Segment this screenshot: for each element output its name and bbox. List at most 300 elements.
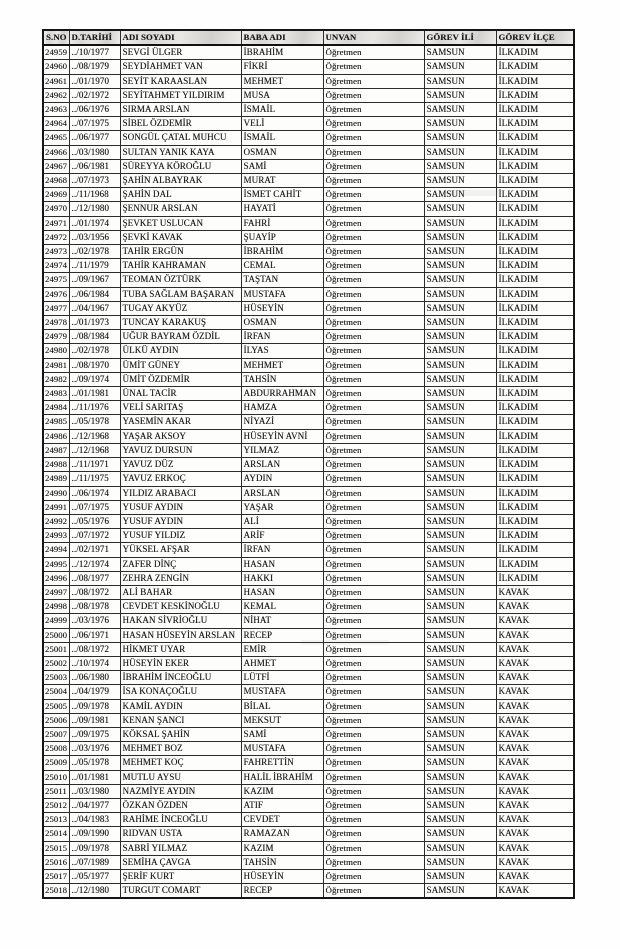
cell-sno: 24971: [43, 216, 69, 230]
cell-birth: ../04/1983: [69, 813, 120, 827]
table-row: [43, 330, 574, 344]
cell-sno: 25008: [43, 742, 69, 756]
cell-name: HAKAN SİVRİOĞLU: [120, 614, 241, 628]
cell-dist: KAVAK: [496, 600, 574, 614]
cell-prov: SAMSUN: [424, 60, 496, 74]
cell-name: TEOMAN ÖZTÜRK: [120, 273, 241, 287]
cell-name: UĞUR BAYRAM ÖZDİL: [120, 330, 241, 344]
cell-sno: 24961: [43, 74, 69, 88]
cell-sno: 24994: [43, 543, 69, 557]
cell-prov: SAMSUN: [424, 103, 496, 117]
cell-title: Öğretmen: [323, 358, 424, 372]
cell-name: RIDVAN USTA: [120, 827, 241, 841]
cell-prov: SAMSUN: [424, 230, 496, 244]
cell-title: Öğretmen: [323, 827, 424, 841]
cell-sno: 25018: [43, 884, 69, 899]
cell-father: TAŞTAN: [241, 273, 323, 287]
cell-sno: 24974: [43, 259, 69, 273]
cell-dist: KAVAK: [496, 784, 574, 798]
cell-title: Öğretmen: [323, 642, 424, 656]
cell-dist: KAVAK: [496, 585, 574, 599]
personnel-roster-table: [42, 29, 575, 899]
column-header-dist: GÖREV İLÇE: [496, 30, 574, 45]
cell-title: Öğretmen: [323, 770, 424, 784]
cell-dist: KAVAK: [496, 713, 574, 727]
cell-birth: ../02/1978: [69, 245, 120, 259]
cell-dist: İLKADIM: [496, 458, 574, 472]
table-row: [43, 727, 574, 741]
cell-name: YUSUF AYDIN: [120, 514, 241, 528]
cell-dist: İLKADIM: [496, 103, 574, 117]
cell-dist: İLKADIM: [496, 159, 574, 173]
cell-name: SABRİ YILMAZ: [120, 841, 241, 855]
cell-prov: SAMSUN: [424, 74, 496, 88]
cell-title: Öğretmen: [323, 500, 424, 514]
cell-name: TAHİR KAHRAMAN: [120, 259, 241, 273]
cell-name: HASAN HÜSEYİN ARSLAN: [120, 628, 241, 642]
cell-birth: ../04/1979: [69, 685, 120, 699]
cell-name: SİBEL ÖZDEMİR: [120, 117, 241, 131]
cell-title: Öğretmen: [323, 742, 424, 756]
cell-prov: SAMSUN: [424, 117, 496, 131]
cell-dist: KAVAK: [496, 869, 574, 883]
cell-name: ALİ BAHAR: [120, 585, 241, 599]
cell-father: HASAN: [241, 585, 323, 599]
cell-name: TUBA SAĞLAM BAŞARAN: [120, 287, 241, 301]
cell-father: SAMİ: [241, 159, 323, 173]
cell-dist: İLKADIM: [496, 571, 574, 585]
table-row: [43, 713, 574, 727]
cell-title: Öğretmen: [323, 600, 424, 614]
cell-prov: SAMSUN: [424, 245, 496, 259]
cell-sno: 24975: [43, 273, 69, 287]
cell-dist: KAVAK: [496, 727, 574, 741]
cell-father: BİLAL: [241, 699, 323, 713]
cell-prov: SAMSUN: [424, 614, 496, 628]
cell-birth: ../08/1972: [69, 585, 120, 599]
cell-title: Öğretmen: [323, 415, 424, 429]
cell-prov: SAMSUN: [424, 500, 496, 514]
cell-dist: İLKADIM: [496, 131, 574, 145]
cell-name: TUNCAY KARAKUŞ: [120, 316, 241, 330]
cell-title: Öğretmen: [323, 841, 424, 855]
cell-name: HÜSEYİN EKER: [120, 656, 241, 670]
cell-birth: ../05/1976: [69, 514, 120, 528]
table-row: [43, 259, 574, 273]
cell-prov: SAMSUN: [424, 571, 496, 585]
cell-prov: SAMSUN: [424, 401, 496, 415]
cell-father: HAYATİ: [241, 202, 323, 216]
cell-sno: 24966: [43, 145, 69, 159]
cell-sno: 24964: [43, 117, 69, 131]
cell-birth: ../07/1989: [69, 855, 120, 869]
table-row: [43, 216, 574, 230]
cell-prov: SAMSUN: [424, 685, 496, 699]
cell-dist: KAVAK: [496, 855, 574, 869]
cell-title: Öğretmen: [323, 813, 424, 827]
cell-father: ALİ: [241, 514, 323, 528]
cell-name: VELİ SARITAŞ: [120, 401, 241, 415]
cell-name: ŞAHİN ALBAYRAK: [120, 174, 241, 188]
cell-father: HÜSEYİN AVNİ: [241, 429, 323, 443]
cell-sno: 24967: [43, 159, 69, 173]
table-row: [43, 88, 574, 102]
cell-title: Öğretmen: [323, 301, 424, 315]
cell-birth: ../07/1972: [69, 529, 120, 543]
column-header-birth: D.TARİHİ: [69, 30, 120, 45]
table-row: [43, 245, 574, 259]
cell-father: YAŞAR: [241, 500, 323, 514]
table-row: [43, 202, 574, 216]
cell-father: ŞUAYİP: [241, 230, 323, 244]
cell-father: NİYAZİ: [241, 415, 323, 429]
cell-father: HÜSEYİN: [241, 869, 323, 883]
cell-prov: SAMSUN: [424, 344, 496, 358]
cell-dist: İLKADIM: [496, 557, 574, 571]
cell-name: MEHMET BOZ: [120, 742, 241, 756]
table-row: [43, 486, 574, 500]
cell-father: MEKSUT: [241, 713, 323, 727]
cell-title: Öğretmen: [323, 798, 424, 812]
cell-name: TUGAY AKYÜZ: [120, 301, 241, 315]
cell-sno: 24965: [43, 131, 69, 145]
cell-birth: ../12/1968: [69, 429, 120, 443]
cell-dist: İLKADIM: [496, 401, 574, 415]
cell-title: Öğretmen: [323, 344, 424, 358]
cell-birth: ../09/1978: [69, 699, 120, 713]
cell-name: YAVUZ DURSUN: [120, 443, 241, 457]
table-row: [43, 699, 574, 713]
cell-father: KAZIM: [241, 841, 323, 855]
cell-birth: ../05/1978: [69, 415, 120, 429]
table-row: [43, 117, 574, 131]
cell-birth: ../07/1975: [69, 117, 120, 131]
cell-father: OSMAN: [241, 145, 323, 159]
cell-father: FİKRİ: [241, 60, 323, 74]
cell-birth: ../06/1977: [69, 131, 120, 145]
cell-title: Öğretmen: [323, 188, 424, 202]
cell-father: ABDURRAHMAN: [241, 387, 323, 401]
cell-prov: SAMSUN: [424, 330, 496, 344]
table-row: [43, 841, 574, 855]
cell-dist: İLKADIM: [496, 543, 574, 557]
table-row: [43, 60, 574, 74]
cell-name: KÖKSAL ŞAHİN: [120, 727, 241, 741]
cell-father: İSMET CAHİT: [241, 188, 323, 202]
cell-prov: SAMSUN: [424, 855, 496, 869]
cell-title: Öğretmen: [323, 571, 424, 585]
cell-father: ARSLAN: [241, 486, 323, 500]
cell-name: MEHMET KOÇ: [120, 756, 241, 770]
table-row: [43, 273, 574, 287]
cell-name: SEYDİAHMET VAN: [120, 60, 241, 74]
cell-name: SÜREYYA KÖROĞLU: [120, 159, 241, 173]
table-row: [43, 458, 574, 472]
cell-prov: SAMSUN: [424, 358, 496, 372]
cell-birth: ../01/1981: [69, 387, 120, 401]
cell-father: RAMAZAN: [241, 827, 323, 841]
cell-prov: SAMSUN: [424, 259, 496, 273]
cell-prov: SAMSUN: [424, 600, 496, 614]
cell-dist: İLKADIM: [496, 216, 574, 230]
cell-prov: SAMSUN: [424, 798, 496, 812]
cell-title: Öğretmen: [323, 727, 424, 741]
cell-name: SEVGİ ÜLGER: [120, 45, 241, 60]
cell-birth: ../06/1974: [69, 486, 120, 500]
cell-name: MUTLU AYSU: [120, 770, 241, 784]
cell-dist: İLKADIM: [496, 245, 574, 259]
cell-sno: 24963: [43, 103, 69, 117]
cell-name: ÜMİT ÖZDEMİR: [120, 372, 241, 386]
cell-title: Öğretmen: [323, 131, 424, 145]
cell-name: KAMİL AYDIN: [120, 699, 241, 713]
cell-dist: KAVAK: [496, 756, 574, 770]
cell-dist: KAVAK: [496, 699, 574, 713]
table-row: [43, 287, 574, 301]
cell-prov: SAMSUN: [424, 884, 496, 899]
cell-title: Öğretmen: [323, 443, 424, 457]
table-row: [43, 529, 574, 543]
cell-dist: İLKADIM: [496, 330, 574, 344]
cell-prov: SAMSUN: [424, 188, 496, 202]
cell-title: Öğretmen: [323, 202, 424, 216]
cell-dist: KAVAK: [496, 742, 574, 756]
cell-sno: 24981: [43, 358, 69, 372]
cell-father: CEMAL: [241, 259, 323, 273]
cell-sno: 24973: [43, 245, 69, 259]
cell-dist: İLKADIM: [496, 514, 574, 528]
cell-title: Öğretmen: [323, 372, 424, 386]
table-row: [43, 74, 574, 88]
cell-title: Öğretmen: [323, 60, 424, 74]
cell-title: Öğretmen: [323, 45, 424, 60]
cell-birth: ../01/1973: [69, 316, 120, 330]
cell-title: Öğretmen: [323, 557, 424, 571]
table-row: [43, 770, 574, 784]
cell-sno: 24984: [43, 401, 69, 415]
cell-father: İRFAN: [241, 330, 323, 344]
cell-father: İBRAHİM: [241, 245, 323, 259]
table-row: [43, 869, 574, 883]
cell-birth: ../10/1974: [69, 656, 120, 670]
cell-birth: ../05/1977: [69, 869, 120, 883]
cell-prov: SAMSUN: [424, 316, 496, 330]
cell-dist: İLKADIM: [496, 230, 574, 244]
cell-dist: İLKADIM: [496, 316, 574, 330]
cell-father: NİHAT: [241, 614, 323, 628]
cell-father: HAKKI: [241, 571, 323, 585]
table-row: [43, 103, 574, 117]
cell-sno: 25013: [43, 813, 69, 827]
cell-prov: SAMSUN: [424, 585, 496, 599]
cell-dist: İLKADIM: [496, 387, 574, 401]
cell-dist: İLKADIM: [496, 429, 574, 443]
cell-birth: ../06/1981: [69, 159, 120, 173]
cell-name: ŞAHİN DAL: [120, 188, 241, 202]
cell-prov: SAMSUN: [424, 841, 496, 855]
cell-title: Öğretmen: [323, 671, 424, 685]
cell-birth: ../03/1956: [69, 230, 120, 244]
cell-dist: KAVAK: [496, 671, 574, 685]
cell-birth: ../07/1973: [69, 174, 120, 188]
cell-birth: ../12/1980: [69, 884, 120, 899]
cell-sno: 25011: [43, 784, 69, 798]
cell-dist: İLKADIM: [496, 301, 574, 315]
cell-birth: ../04/1967: [69, 301, 120, 315]
cell-prov: SAMSUN: [424, 472, 496, 486]
cell-prov: SAMSUN: [424, 458, 496, 472]
column-header-father: BABA ADI: [241, 30, 323, 45]
cell-dist: KAVAK: [496, 656, 574, 670]
cell-title: Öğretmen: [323, 429, 424, 443]
cell-dist: KAVAK: [496, 798, 574, 812]
table-row: [43, 742, 574, 756]
cell-name: KENAN ŞANCI: [120, 713, 241, 727]
table-row: [43, 316, 574, 330]
cell-birth: ../04/1977: [69, 798, 120, 812]
cell-birth: ../03/1976: [69, 742, 120, 756]
table-row: [43, 159, 574, 173]
cell-father: OSMAN: [241, 316, 323, 330]
cell-title: Öğretmen: [323, 159, 424, 173]
cell-father: AYDIN: [241, 472, 323, 486]
cell-name: İSA KONAÇOĞLU: [120, 685, 241, 699]
cell-birth: ../09/1981: [69, 713, 120, 727]
cell-father: İRFAN: [241, 543, 323, 557]
cell-name: YASEMİN AKAR: [120, 415, 241, 429]
cell-title: Öğretmen: [323, 316, 424, 330]
cell-sno: 24960: [43, 60, 69, 74]
cell-name: YÜKSEL AFŞAR: [120, 543, 241, 557]
cell-dist: İLKADIM: [496, 358, 574, 372]
cell-birth: ../09/1975: [69, 727, 120, 741]
cell-father: RECEP: [241, 628, 323, 642]
table-row: [43, 45, 574, 60]
cell-title: Öğretmen: [323, 103, 424, 117]
table-row: [43, 387, 574, 401]
table-row: [43, 600, 574, 614]
table-row: [43, 798, 574, 812]
cell-dist: İLKADIM: [496, 344, 574, 358]
table-row: [43, 145, 574, 159]
cell-dist: İLKADIM: [496, 273, 574, 287]
cell-birth: ../11/1971: [69, 458, 120, 472]
cell-title: Öğretmen: [323, 685, 424, 699]
cell-sno: 24991: [43, 500, 69, 514]
cell-title: Öğretmen: [323, 230, 424, 244]
cell-name: RAHİME İNCEOĞLU: [120, 813, 241, 827]
cell-sno: 24988: [43, 458, 69, 472]
cell-birth: ../08/1979: [69, 60, 120, 74]
cell-title: Öğretmen: [323, 713, 424, 727]
cell-title: Öğretmen: [323, 656, 424, 670]
cell-dist: İLKADIM: [496, 202, 574, 216]
cell-sno: 24989: [43, 472, 69, 486]
cell-father: MUSTAFA: [241, 287, 323, 301]
table-row: [43, 188, 574, 202]
cell-sno: 24978: [43, 316, 69, 330]
cell-sno: 24982: [43, 372, 69, 386]
cell-birth: ../12/1974: [69, 557, 120, 571]
cell-dist: KAVAK: [496, 884, 574, 899]
cell-title: Öğretmen: [323, 330, 424, 344]
cell-father: FAHRİ: [241, 216, 323, 230]
cell-sno: 24985: [43, 415, 69, 429]
cell-title: Öğretmen: [323, 174, 424, 188]
cell-sno: 24996: [43, 571, 69, 585]
cell-dist: KAVAK: [496, 827, 574, 841]
cell-birth: ../10/1977: [69, 45, 120, 60]
table-row: [43, 415, 574, 429]
table-row: [43, 443, 574, 457]
table-row: [43, 571, 574, 585]
cell-father: MUSTAFA: [241, 685, 323, 699]
cell-birth: ../06/1984: [69, 287, 120, 301]
cell-father: HAMZA: [241, 401, 323, 415]
cell-title: Öğretmen: [323, 145, 424, 159]
cell-father: EMİR: [241, 642, 323, 656]
cell-father: HALİL İBRAHİM: [241, 770, 323, 784]
cell-birth: ../07/1975: [69, 500, 120, 514]
table-row: [43, 401, 574, 415]
cell-title: Öğretmen: [323, 74, 424, 88]
cell-sno: 25002: [43, 656, 69, 670]
cell-prov: SAMSUN: [424, 543, 496, 557]
cell-dist: İLKADIM: [496, 500, 574, 514]
cell-birth: ../06/1980: [69, 671, 120, 685]
cell-title: Öğretmen: [323, 117, 424, 131]
cell-name: İBRAHİM İNCEOĞLU: [120, 671, 241, 685]
cell-name: YAŞAR AKSOY: [120, 429, 241, 443]
cell-dist: KAVAK: [496, 642, 574, 656]
cell-title: Öğretmen: [323, 784, 424, 798]
cell-dist: KAVAK: [496, 685, 574, 699]
cell-father: AHMET: [241, 656, 323, 670]
cell-title: Öğretmen: [323, 855, 424, 869]
cell-father: TAHSİN: [241, 372, 323, 386]
cell-father: HÜSEYİN: [241, 301, 323, 315]
cell-birth: ../09/1978: [69, 841, 120, 855]
cell-sno: 25001: [43, 642, 69, 656]
cell-prov: SAMSUN: [424, 557, 496, 571]
cell-name: YILDIZ ARABACI: [120, 486, 241, 500]
cell-prov: SAMSUN: [424, 642, 496, 656]
cell-prov: SAMSUN: [424, 216, 496, 230]
cell-birth: ../11/1979: [69, 259, 120, 273]
cell-father: LÜTFİ: [241, 671, 323, 685]
cell-dist: İLKADIM: [496, 259, 574, 273]
cell-birth: ../01/1974: [69, 216, 120, 230]
cell-sno: 24976: [43, 287, 69, 301]
table-row: [43, 543, 574, 557]
cell-sno: 25006: [43, 713, 69, 727]
cell-prov: SAMSUN: [424, 387, 496, 401]
header-row: [43, 30, 574, 45]
cell-birth: ../03/1980: [69, 784, 120, 798]
cell-name: SEYİTAHMET YILDIRIM: [120, 88, 241, 102]
cell-title: Öğretmen: [323, 699, 424, 713]
cell-birth: ../08/1972: [69, 642, 120, 656]
cell-father: CEVDET: [241, 813, 323, 827]
cell-father: FAHRETTİN: [241, 756, 323, 770]
table-row: [43, 500, 574, 514]
cell-prov: SAMSUN: [424, 372, 496, 386]
cell-name: ŞEVKET USLUCAN: [120, 216, 241, 230]
table-row: [43, 230, 574, 244]
cell-dist: İLKADIM: [496, 529, 574, 543]
cell-dist: İLKADIM: [496, 174, 574, 188]
cell-prov: SAMSUN: [424, 827, 496, 841]
